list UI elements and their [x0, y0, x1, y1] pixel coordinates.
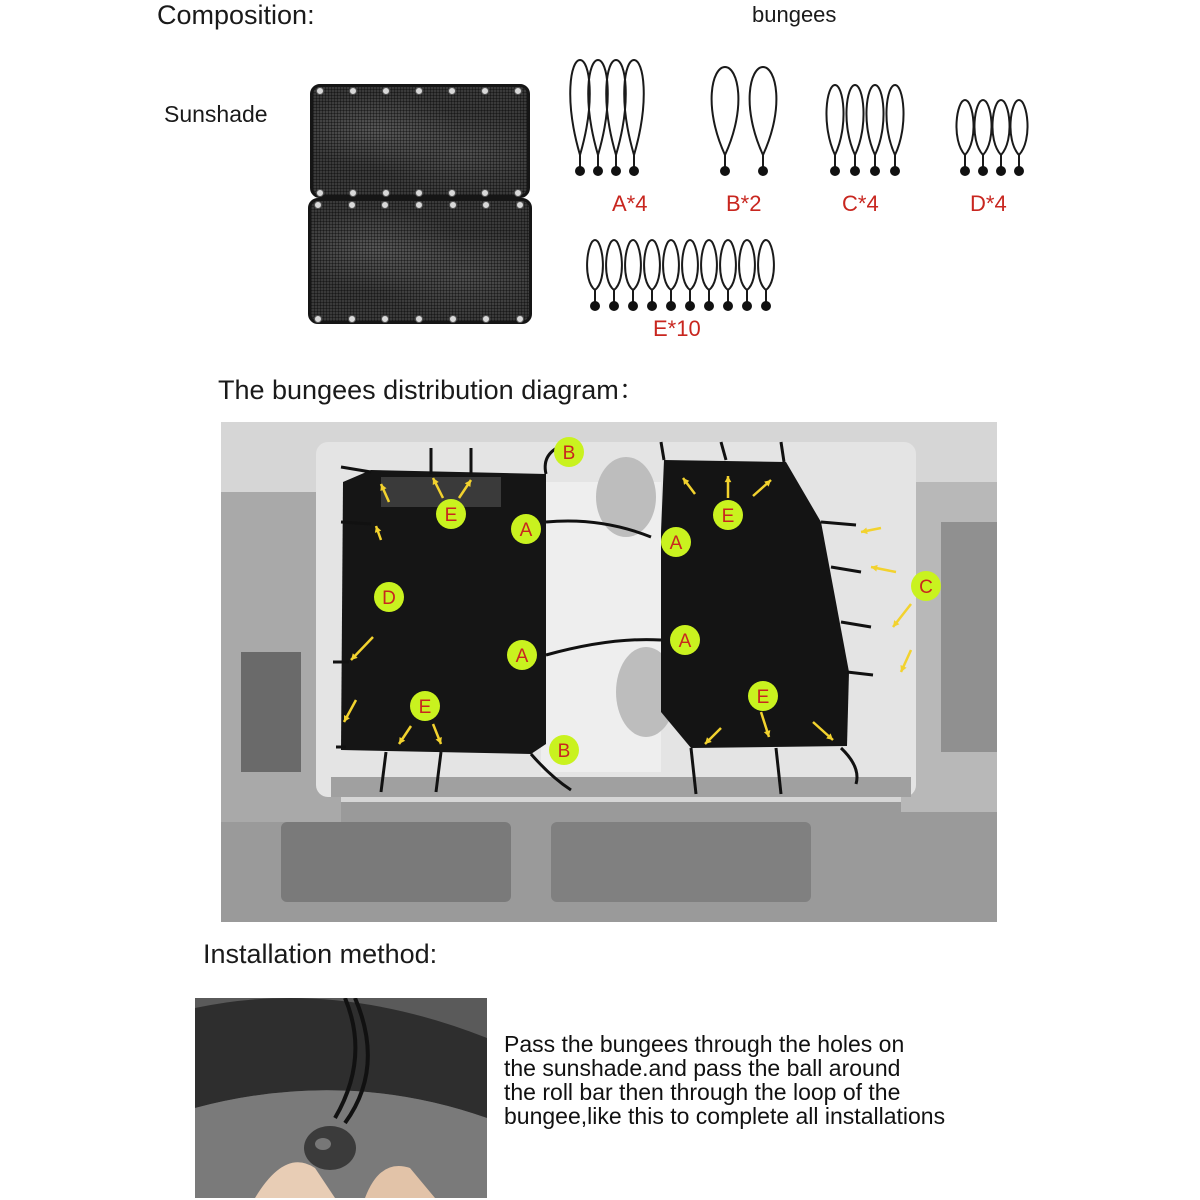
svg-text:E: E — [721, 506, 735, 527]
svg-text:D: D — [382, 588, 396, 609]
svg-text:A: A — [678, 631, 692, 652]
bungee-label-c: C*4 — [842, 191, 879, 216]
svg-text:A: A — [515, 646, 529, 667]
diagram-marker-a — [661, 527, 691, 557]
bungee-label-b: B*2 — [726, 191, 762, 216]
diagram-marker-e — [713, 500, 743, 530]
bungee-label-d: D*4 — [970, 191, 1007, 216]
svg-text:B: B — [562, 443, 576, 464]
bungee-label-a: A*4 — [612, 191, 648, 216]
installation-heading: Installation method: — [203, 939, 438, 969]
sunshade-label: Sunshade — [164, 101, 268, 127]
instruction-line-3: the roll bar then through the loop of the — [504, 1079, 901, 1105]
diagram-marker-c — [911, 571, 941, 601]
bungees-heading: bungees — [752, 2, 837, 27]
svg-text:A: A — [669, 533, 683, 554]
diagram-marker-b — [549, 735, 579, 765]
vehicle-roof-photo — [221, 422, 997, 922]
installation-photo — [195, 998, 487, 1198]
diagram-marker-a — [507, 640, 537, 670]
distribution-diagram — [221, 422, 997, 922]
bungee-label-e: E*10 — [653, 316, 701, 341]
distribution-heading: The bungees distribution diagram： — [218, 375, 646, 405]
bungee-loops — [570, 60, 1027, 311]
roll-bar-photo — [195, 998, 487, 1198]
diagram-marker-e — [410, 691, 440, 721]
sunshade-rear-panel — [308, 198, 532, 324]
svg-text:A: A — [519, 520, 533, 541]
diagram-marker-e — [436, 499, 466, 529]
instruction-line-4: bungee,like this to complete all installations — [504, 1103, 946, 1129]
instruction-line-2: the sunshade.and pass the ball around — [504, 1055, 901, 1081]
installation-instructions — [504, 1032, 945, 1128]
sunshade-front-panel — [310, 84, 530, 198]
svg-text:C: C — [919, 577, 933, 598]
diagram-marker-e — [748, 681, 778, 711]
diagram-marker-b — [554, 437, 584, 467]
diagram-marker-a — [670, 625, 700, 655]
diagram-marker-d — [374, 582, 404, 612]
svg-text:E: E — [418, 697, 432, 718]
svg-text:B: B — [557, 741, 571, 762]
instruction-line-1: Pass the bungees through the holes on — [504, 1031, 905, 1057]
svg-text:E: E — [444, 505, 458, 526]
svg-text:E: E — [756, 687, 770, 708]
composition-heading: Composition: — [157, 0, 315, 30]
diagram-marker-a — [511, 514, 541, 544]
